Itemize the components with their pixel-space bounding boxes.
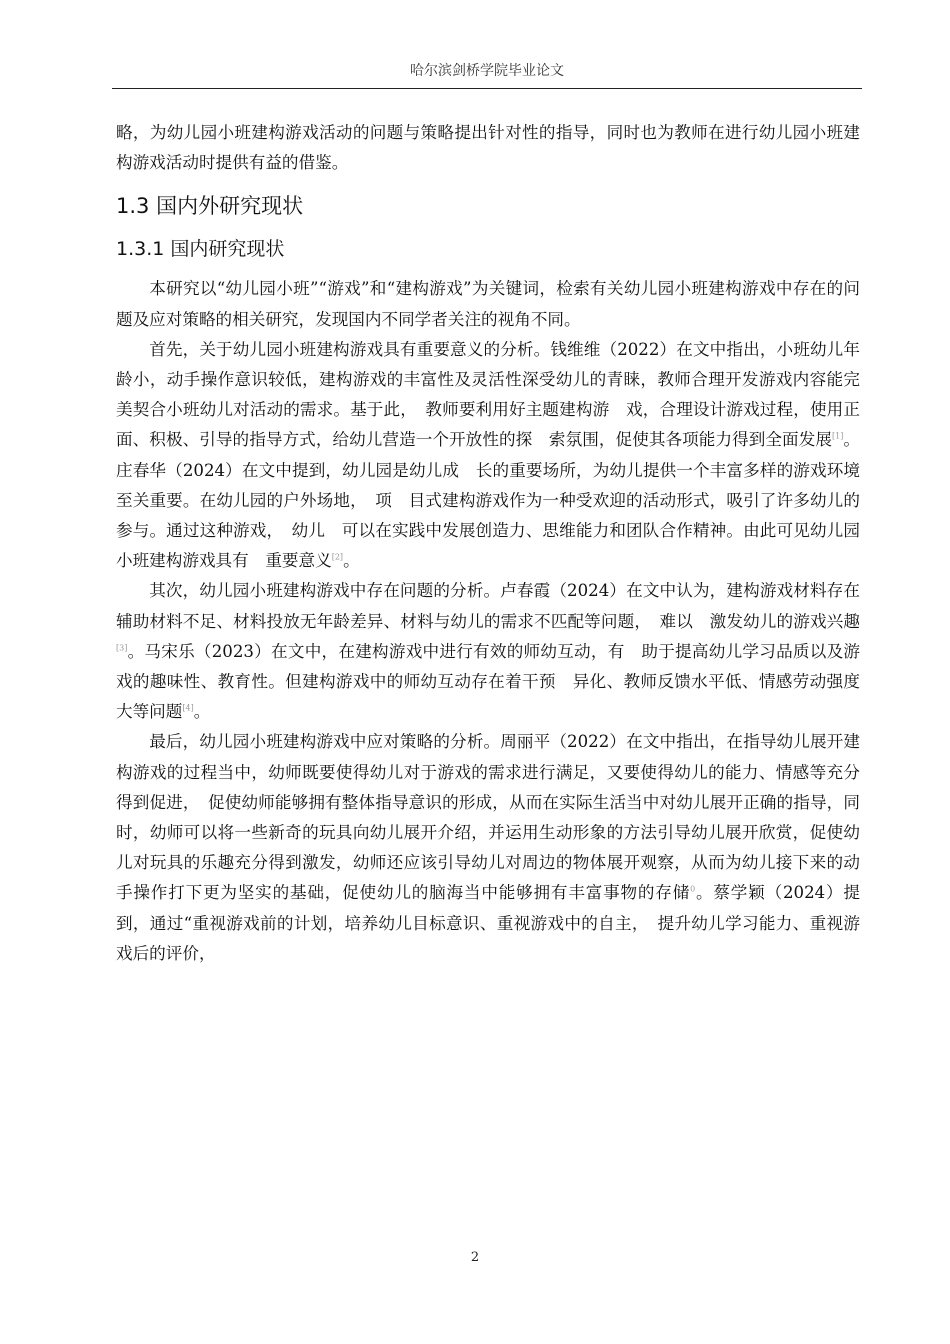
paragraph-continued: 略，为幼儿园小班建构游戏活动的问题与策略提出针对性的指导，同时也为教师在进行幼儿园小班建构游戏活动时提供有益的借鉴。: [116, 123, 860, 173]
paragraph-text: 。: [343, 551, 360, 571]
paragraph-text: 首先，关于幼儿园小班建构游戏具有重要意义的分析。钱维维（2022）在文中指出，小班幼儿年龄小，动手操作意识较低，建构游戏的丰富性及灵活性深受幼儿的青睐，教师合理开发游戏内容能完美契合小班幼儿对活动的需求。基于此， 教师要利用好主题建构游 戏，合理设计游戏过程，使用正面、积极、引导的指导方式，给幼儿营造一个开放性的探 索氛围，促使其各项能力得到全面发展: [116, 339, 860, 450]
paragraph-text: 其次，幼儿园小班建构游戏中存在问题的分析。卢春霞（2024）在文中认为，建构游戏材料存在辅助材料不足、材料投放无年龄差异、材料与幼儿的需求不匹配等问题， 难以 激发幼儿的游戏兴趣: [116, 581, 860, 631]
section-heading-1-3: 1.3 国内外研究现状: [116, 194, 304, 219]
paragraph-problems: [116, 576, 860, 727]
paragraph-strategies: [116, 727, 860, 969]
citation-marker: [4]: [182, 703, 194, 713]
citation-marker: [2]: [331, 552, 344, 562]
paragraph-text: 。马宋乐（2023）在文中，在建构游戏中进行有效的师幼互动，有 助于提高幼儿学习品质以及游戏的趣味性、教育性。但建构游戏中的师幼互动存在着干预 异化、教师反馈水平低、情感劳动强度大等问题: [116, 641, 860, 722]
page-number: 2: [470, 1250, 480, 1265]
paragraph-significance: [116, 335, 860, 577]
paragraph-keywords: 本研究以“幼儿园小班”“游戏”和“建构游戏”为关键词，检索有关幼儿园小班建构游戏中存在的问题及应对策略的相关研究，发现国内不同学者关注的视角不同。: [116, 279, 860, 329]
subsection-heading-1-3-1: 1.3.1 国内研究现状: [116, 238, 285, 261]
paragraph-text: 。蔡学颖（2024）提到，通过“重视游戏前的计划，培养幼儿目标意识、重视游戏中的自主， 提升幼儿学习能力、重视游戏后的评价，: [116, 883, 860, 963]
paragraph-text: 。庄春华（2024）在文中提到，幼儿园是幼儿成 长的重要场所，为幼儿提供一个丰富多样的游戏环境至关重要。在幼儿园的户外场地， 项 目式建构游戏作为一种受欢迎的活动形式，吸引了许多幼儿的参与。通过这种游戏， 幼儿 可以在实践中发展创造力、思维能力和团队合作精神。由此可见幼儿园小班建构游戏具有 重要意义: [116, 430, 861, 571]
citation-marker: 0: [690, 884, 696, 894]
running-header: 哈尔滨剑桥学院毕业论文: [410, 63, 564, 79]
paragraph-text: 最后，幼儿园小班建构游戏中应对策略的分析。周丽平（2022）在文中指出，在指导幼儿展开建构游戏的过程当中，幼师既要使得幼儿对于游戏的需求进行满足，又要使得幼儿的能力、情感等充分得到促进， 促使幼师能够拥有整体指导意识的形成，从而在实际生活当中对幼儿展开正确的指导，同时，幼师可以将一些新奇的玩具向幼儿展开介绍，并运用生动形象的方法引导幼儿展开欣赏，促使幼儿对玩具的乐趣充分得到激发，幼师还应该引导幼儿对周边的物体展开观察，从而为幼儿接下来的动手操作打下更为坚实的基础，促使幼儿的脑海当中能够拥有丰富事物的存储: [116, 732, 860, 903]
citation-marker: [3]: [116, 643, 128, 653]
paragraph-text: 。: [193, 702, 211, 722]
header-rule: [112, 88, 862, 89]
citation-marker: [1]: [832, 431, 844, 441]
page-body: [116, 118, 860, 969]
